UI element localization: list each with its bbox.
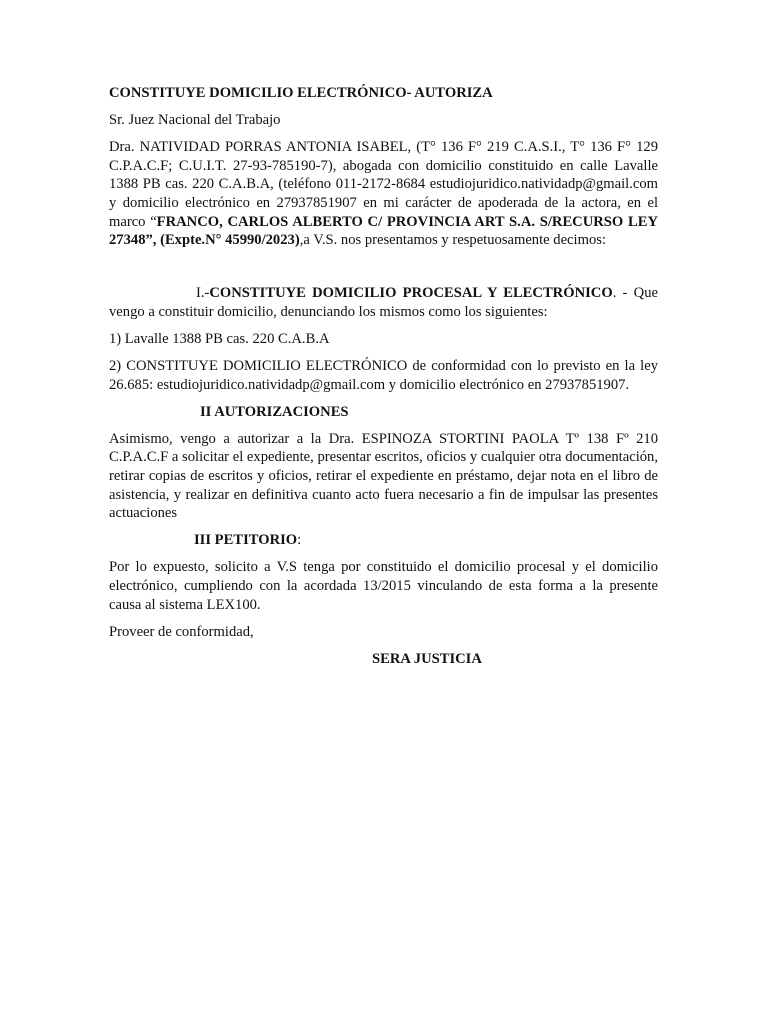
section-1-paragraph: [109, 284, 658, 321]
closing-line: Proveer de conformidad,: [109, 623, 254, 640]
spacer: [109, 258, 658, 284]
section-1-title: CONSTITUYE DOMICILIO PROCESAL Y ELECTRÓNICO: [209, 285, 613, 302]
section-2-title: II AUTORIZACIONES: [200, 403, 349, 420]
document-title: CONSTITUYE DOMICILIO ELECTRÓNICO- AUTORIZA: [109, 85, 493, 101]
address-item-1: 1) Lavalle 1388 PB cas. 220 C.A.B.A: [109, 330, 330, 347]
section-3-colon: :: [297, 532, 302, 549]
spacer: [109, 321, 658, 330]
intro-text-end: ,a V.S. nos presentamos y respetuosamente decimos:: [299, 232, 606, 249]
intro-paragraph: [109, 138, 658, 250]
section-2-text: Asimismo, vengo a autorizar a la Dra. ESPINOZA STORTINI PAOLA Tº 138 Fº 210 C.P.A.C.F a solicitar el expediente, presentar escritos, oficios y cualquier otra documentación, retirar copias de escritos y oficios, retirar el expediente en préstamo, dejar nota en el libro de asistencia, y realizar en definitiva cuanto acto fuera necesario a fin de impulsar las presentes actuaciones: [109, 430, 658, 522]
intro-text-start: Dra. NATIVIDAD PORRAS ANTONIA ISABEL, (T° 136 F° 219 C.A.S.I., T° 136 F° 129 C.P.A.C.F; C.U.I.T. 27-93-785190-7), abogada con domicilio constituido en calle Lavalle 1388 PB cas. 220 C.A.B.A, (teléfono 011-2172-8684 estudiojuridico.natividadp@gmail.com y domicilio electrónico en 27937851907 en mi carácter de apoderada de la actora, en el marco “: [109, 139, 658, 230]
document-body: [109, 84, 658, 677]
case-caption: FRANCO, CARLOS ALBERTO C/ PROVINCIA ART S.A. S/RECURSO LEY 27348”, (Expte.N° 45990/2023): [109, 213, 658, 249]
section-3-heading: [109, 531, 658, 550]
addressee: Sr. Juez Nacional del Trabajo: [109, 112, 281, 129]
section-1-suffix: . -: [612, 285, 628, 302]
address-item-2: 2) CONSTITUYE DOMICILIO ELECTRÓNICO de conformidad con lo previsto en la ley 26.685: estudiojuridico.natividadp@gmail.com y domicilio electrónico en 27937851907.: [109, 358, 658, 393]
section-1-prefix: I.-: [196, 285, 210, 302]
section-3-title: III PETITORIO: [194, 532, 298, 549]
section-3-text: Por lo expuesto, solicito a V.S tenga por constituido el domicilio procesal y el domicilio electrónico, cumpliendo con la acordada 13/2015 vinculando de esta forma a la presente causa al sistema LEX100.: [109, 559, 658, 613]
signature-line: SERA JUSTICIA: [372, 650, 482, 667]
section-1-text: Que vengo a constituir domicilio, denunciando los mismos como los siguientes:: [109, 285, 658, 320]
